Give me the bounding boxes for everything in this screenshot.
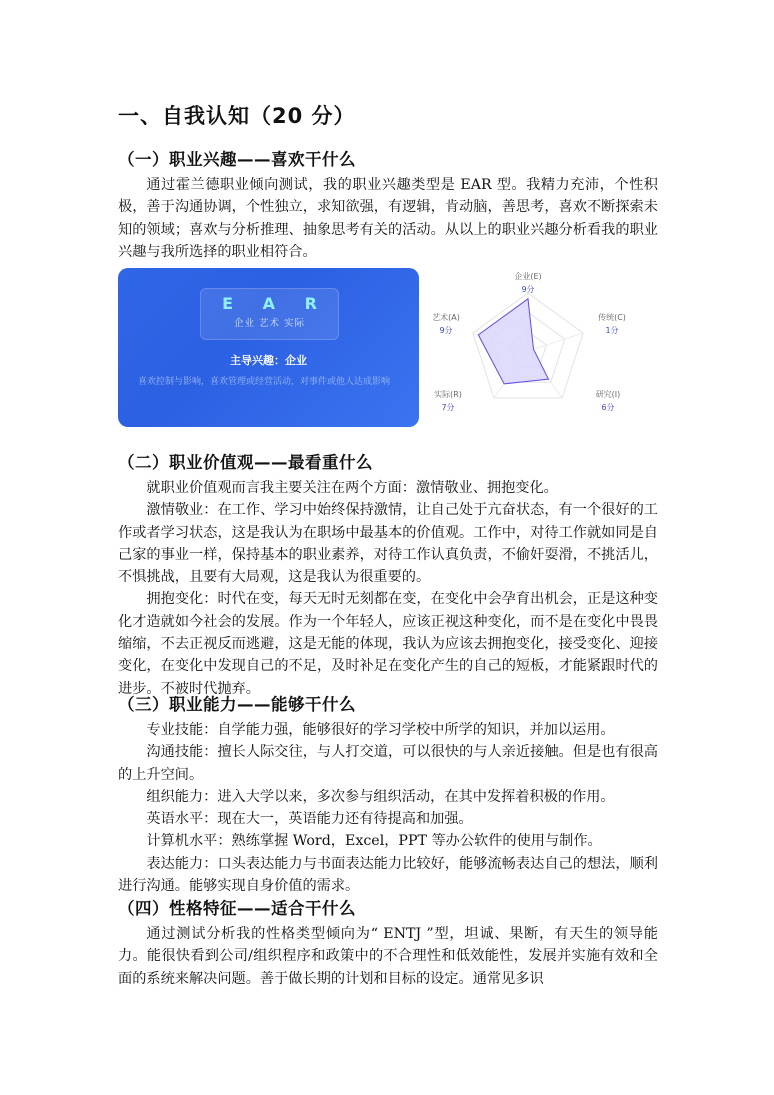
section-body-ability [118, 719, 658, 897]
section-title-interest: （一）职业兴趣——喜欢干什么 [118, 150, 356, 169]
radar-score-label: 6分 [601, 403, 615, 412]
section-title-personality: （四）性格特征——适合干什么 [118, 899, 356, 918]
ear-code-box [200, 288, 339, 340]
main-interest-label: 主导兴趣：企业 [230, 354, 307, 367]
main-interest-description: 喜欢控制与影响，喜欢管理或经营活动，对事件或他人达成影响 [138, 377, 391, 387]
section-title-values: （二）职业价值观——最看重什么 [118, 453, 373, 472]
section-body-interest [118, 174, 658, 263]
paragraph: 通过测试分析我的性格类型倾向为“ ENTJ ”型，坦诚、果断，有天生的领导能力。能很快看到公司/组织程序和政策中的不合理性和低效能性，发展并实施有效和全面的系统来解决问题。善于做长期的计划和目标的设定。通常见多识 [118, 926, 658, 987]
ear-code-subtitle: 企业 艺术 实际 [233, 318, 306, 329]
section-title-ability: （三）职业能力——能够干什么 [118, 695, 356, 714]
paragraph: 通过霍兰德职业倾向测试，我的职业兴趣类型是 EAR 型。我精力充沛，个性积极，善于沟通协调，个性独立，求知欲强，有逻辑，肯动脑，善思考，喜欢不断探索未知的领域；喜欢与分析推理、抽象思考有关的活动。从以上的职业兴趣分析看我的职业兴趣与我所选择的职业相符合。 [118, 177, 658, 260]
paragraph: 激情敬业：在工作、学习中始终保持激情，让自己处于亢奋状态，有一个很好的工作或者学习状态，这是我认为在职场中最基本的价值观。工作中，对待工作就如同是自己家的事业一样，保持基本的职业素养，对待工作认真负责，不偷奸耍滑，不挑活儿，不惧挑战，且要有大局观，这是我认为很重要的。 [118, 502, 658, 586]
paragraph: 计算机水平：熟练掌握 Word，Excel，PPT 等办公软件的使用与制作。 [146, 833, 602, 850]
paragraph: 沟通技能：擅长人际交往，与人打交道，可以很快的与人亲近接触。但是也有很高的上升空间。 [118, 744, 658, 783]
radar-axis-line [528, 333, 583, 351]
heading-self-awareness: 一、自我认知（20 分） [118, 104, 356, 128]
ear-result-card [118, 268, 419, 427]
radar-axis-label: 企业(E) [514, 272, 542, 281]
section-body-values [118, 477, 658, 700]
section-body-personality [118, 923, 658, 990]
radar-axis-label: 传统(C) [598, 313, 626, 322]
interest-radar-chart [428, 268, 640, 426]
paragraph: 表达能力：口头表达能力与书面表达能力比较好，能够流畅表达自己的想法，顺利进行沟通。能够实现自身价值的需求。 [118, 855, 658, 895]
paragraph: 拥抱变化：时代在变，每天无时无刻都在变，在变化中会孕育出机会，正是这种变化才造就如今社会的发展。作为一个年轻人，应该正视这种变化，而不是在变化中畏畏缩缩，不去正视反而逃避，这是无能的体现，我认为应该去拥抱变化，接受变化、迎接变化，在变化中发现自己的不足，及时补足在变化产生的自己的短板，才能紧跟时代的进步。不被时代抛弃。 [118, 591, 658, 697]
radar-score-label: 9分 [439, 326, 453, 335]
radar-axis-label: 实际(R) [434, 390, 462, 399]
paragraph: 专业技能：自学能力强，能够很好的学习学校中所学的知识，并加以运用。 [146, 722, 615, 738]
radar-score-label: 1分 [605, 326, 619, 335]
paragraph: 组织能力：进入大学以来，多次参与组织活动，在其中发挥着积极的作用。 [146, 788, 615, 805]
radar-axis-label: 艺术(A) [432, 313, 460, 322]
paragraph: 英语水平：现在大一，英语能力还有待提高和加强。 [146, 811, 473, 828]
ear-code: E A R [222, 294, 329, 313]
radar-score-label: 9分 [521, 285, 535, 294]
paragraph: 就职业价值观而言我主要关注在两个方面：激情敬业、拥抱变化。 [146, 480, 558, 496]
radar-axis-label: 研究(I) [595, 390, 621, 399]
radar-data-polygon [478, 299, 548, 384]
radar-score-label: 7分 [441, 403, 455, 412]
